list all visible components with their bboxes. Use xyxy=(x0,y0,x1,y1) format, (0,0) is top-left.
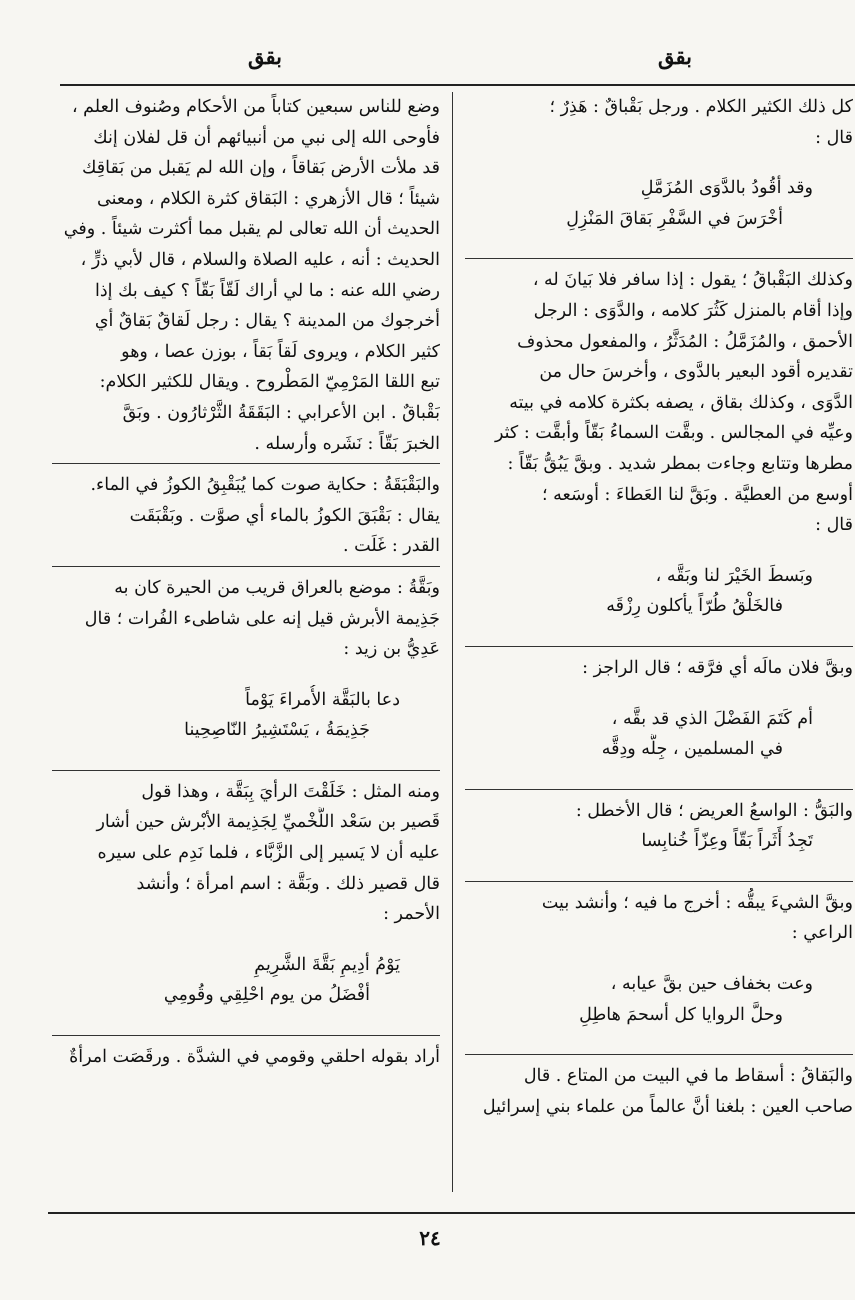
verse-line: دعا بالبَقَّة الأُمراءَ يَوْماً xyxy=(245,689,400,710)
right-column xyxy=(465,92,853,1122)
text-line: يقال : بَقْبَقَ الكوزُ بالماء أي صوَّت . وبَقْبَقَت xyxy=(129,505,440,526)
entry-separator xyxy=(52,566,440,567)
text-line: الأحمق ، والمُزَمَّلُ : المُدَثَّرُ ، والمفعول محذوف xyxy=(517,331,853,352)
verse-line: فالخَلْقُ طُرّاً يأكلون رِزْقَه xyxy=(606,596,783,617)
verse-line: أخْرَسَ في السَّفْرِ بَقاقَ المَنْزِلِ xyxy=(566,208,783,229)
text-line: رضي الله عنه : ما لي أراك لَقّاً بَقّاً ؟ كيف بك إذا xyxy=(95,280,440,301)
header-word-left: بقق xyxy=(248,44,282,69)
text-line: وبقَّ الشيءَ يبقُّه : أخرج ما فيه ؛ وأنشد بيت xyxy=(541,892,853,913)
text-line: شيئاً ؛ قال الأزهري : البَقاق كثرة الكلام ، ومعنى xyxy=(97,188,440,209)
entry-separator xyxy=(52,463,440,464)
entry-separator xyxy=(465,646,853,647)
text-line: قد ملأت الأرض بَقاقاً ، وإن الله لم يَقبل من بَقاقِك xyxy=(82,158,440,179)
text-line: ومنه المثل : خَلَقْتَ الرأيَ بِبَقَّة ، وهذا قول xyxy=(141,781,440,802)
text-line: الراعي : xyxy=(791,923,853,944)
spacer xyxy=(465,234,853,254)
spacer xyxy=(465,857,853,877)
text-line: تبع اللقا المَرْمِيّ المَطْروح . ويقال للكثير الكلام: xyxy=(99,372,440,393)
text-line: صاحب العين : بلغنا أنَّ عالماً من علماء بني إسرائيل xyxy=(482,1096,853,1117)
text-line: والبَقْبَقَةُ : حكاية صوت كما يُبَقْبِقُ الكوزُ في الماء. xyxy=(90,475,440,496)
spacer xyxy=(465,1030,853,1050)
text-line: الحديث أن الله تعالى لم يقبل مما أكثرت شيئاً . وفي xyxy=(63,219,440,240)
spacer xyxy=(52,665,440,685)
spacer xyxy=(465,153,853,173)
entry-separator xyxy=(465,881,853,882)
text-line: عليه أن لا يَسير إلى الزَّبَّاء ، فلما نَدِم على سيره xyxy=(97,843,440,864)
page-number: ٢٤ xyxy=(419,1226,441,1250)
spacer xyxy=(465,765,853,785)
text-line: كل ذلك الكثير الكلام . ورجل بَقْباقٌ : هَذِرٌ ؛ xyxy=(549,97,853,117)
text-line: بَقْباقٌ . ابن الأعرابي : البَقَقَةُ الثَّرْثارُون . وبَقَّ xyxy=(122,402,440,423)
left-column xyxy=(52,92,440,1073)
text-line: أخرجوك من المدينة ؟ يقال : رجل لَقاقٌ بَقاقٌ أي xyxy=(94,311,440,332)
bottom-rule xyxy=(48,1212,855,1214)
text-line: وعيِّه في المجالس . وبقَّت السماءُ بَقّاً وأبقَّت : كثر xyxy=(495,423,853,444)
text-line: قال قصير ذلك . وبَقَّة : اسم امرأة ؛ وأنشد xyxy=(136,873,440,894)
spacer xyxy=(52,746,440,766)
text-line: وبَقَّةُ : موضع بالعراق قريب من الحيرة كان به xyxy=(114,577,440,598)
text-line: جَذِيمة الأبرش قيل إنه على شاطىء الفُرات ؛ قال xyxy=(84,608,440,629)
text-line: الحديث : أنه ، عليه الصلاة والسلام ، قال لأبي ذرٍّ ، xyxy=(80,249,440,270)
spacer xyxy=(465,622,853,642)
text-line: أراد بقوله احلقي وقومي في الشدَّة . ورقَصَت امرأةٌ xyxy=(69,1047,440,1068)
text-line: كثير الكلام ، ويروى لَقاً بَقاً ، بوزن عصا ، وهو xyxy=(121,341,440,362)
spacer xyxy=(465,541,853,561)
text-line: قال : xyxy=(815,127,853,148)
verse-line: أم كَتَمَ الفَضْلَ الذي قد بقَّه ، xyxy=(611,708,813,729)
text-line: والبَقاقُ : أسقاط ما في البيت من المتاع . قال xyxy=(523,1066,853,1087)
verse-line: يَوْمُ أدِيمِ بَقَّةَ الشَّرِيمِ xyxy=(254,954,400,975)
spacer xyxy=(52,1011,440,1031)
verse-line: وعت بخفاف حين بقَّ عيابه ، xyxy=(610,974,813,995)
text-line: قَصير بن سَعْد اللَّخْميِّ لِجَذِيمة الأبْرش حين أشار xyxy=(96,812,440,833)
text-line: وضع للناس سبعين كتاباً من الأحكام وصُنوف العلم ، xyxy=(71,97,440,117)
text-line: الخبرَ بَقّاً : نَشَره وأرسله . xyxy=(254,433,440,454)
entry-separator xyxy=(52,1035,440,1036)
header-word-right: بقق xyxy=(658,44,692,69)
verse-line: وقد أقُودُ بالدَّوَى المُزَمَّلِ xyxy=(640,178,813,199)
entry-separator xyxy=(52,770,440,771)
verse-line: في المسلمين ، جِلَّه ودِقَّه xyxy=(601,739,783,760)
top-rule xyxy=(60,84,855,86)
entry-separator xyxy=(465,789,853,790)
text-line: فأوحى الله إلى نبي من أنبيائهم أن قل لفلان إنك xyxy=(93,127,440,148)
text-line: وإذا أقام بالمنزل كَثُرَ كلامه ، والدَّوَى : الرجل xyxy=(533,300,853,321)
text-line: والبَقُّ : الواسعُ العريض ؛ قال الأخطل : xyxy=(575,800,853,821)
text-line: الدَّوَى ، وكذلك بقاق ، يصفه بكثرة كلامه في بيته xyxy=(509,392,853,413)
text-line: مطرها وتتابع وجاءت بمطر شديد . وبقَّ يَبُقُّ بَقّاً : xyxy=(507,453,853,474)
entry-separator xyxy=(465,1054,853,1055)
text-line: تقديره أقود البعير بالدَّوى ، وأخرسَ حال من xyxy=(539,362,853,383)
verse-line: وحلَّ الروايا كل أسحمَ هاطِلِ xyxy=(579,1004,783,1025)
verse-line: تَجِدُ أَثَراً بَقّاً وعِزّاً خُنابِسا xyxy=(641,831,813,852)
text-line: قال : xyxy=(815,515,853,536)
text-line: عَدِيُّ بن زيد : xyxy=(343,639,440,660)
entry-separator xyxy=(465,258,853,259)
verse-line: أفْضَلُ من يوم احْلِقِي وقُومِي xyxy=(163,985,370,1006)
verse-line: وبَسطَ الخَيْرَ لنا وبَقَّه ، xyxy=(655,565,813,586)
text-line: أوسع من العطيَّة . وبَقَّ لنا العَطاءَ : أوسَعه ؛ xyxy=(542,484,853,505)
text-line: الأحمر : xyxy=(383,904,440,925)
text-line: وكذلك البَقْباقُ ؛ يقول : إذا سافر فلا بَيانَ له ، xyxy=(532,270,853,291)
column-divider xyxy=(452,92,453,1192)
spacer xyxy=(465,949,853,969)
verse-line: جَذِيمَةُ ، يَسْتَشِيرُ النّاصِحِينا xyxy=(184,720,370,741)
text-line: القدر : غَلَت . xyxy=(343,536,440,557)
text-line: وبقَّ فلان مالَه أي فرَّقه ؛ قال الراجز : xyxy=(582,657,853,678)
spacer xyxy=(52,930,440,950)
spacer xyxy=(465,684,853,704)
